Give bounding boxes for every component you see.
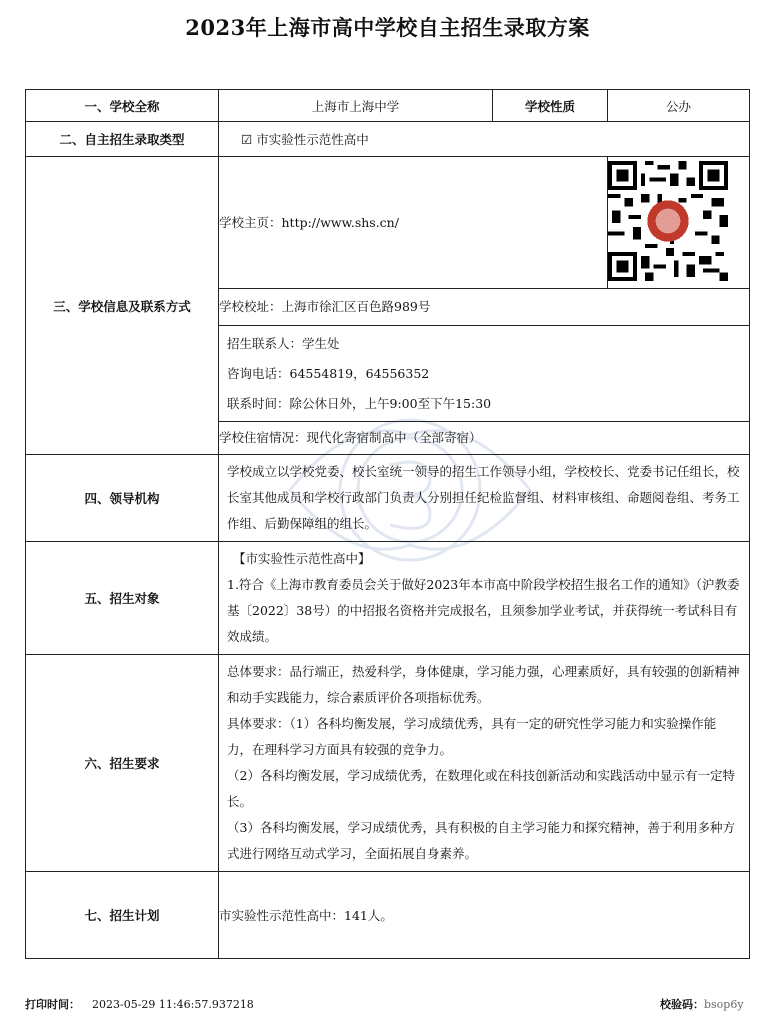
label-plan: 七、招生计划 bbox=[26, 872, 219, 959]
row-requirements bbox=[26, 655, 750, 872]
requirements-general: 总体要求：品行端正，热爱科学，身体健康，学习能力强，心理素质好，具有较强的创新精神和动手实践能力，综合素质评价各项指标优秀。 bbox=[227, 664, 740, 705]
contact-person: 招生联系人：学生处 bbox=[227, 335, 340, 351]
print-time-value: 2023-05-29 11:46:57.937218 bbox=[92, 998, 254, 1011]
target-cell bbox=[219, 542, 750, 655]
requirements-specific-1: 具体要求：（1）各科均衡发展，学习成绩优秀，具有一定的研究性学习能力和实验操作能力，在理科学习方面具有较强的竞争力。 bbox=[227, 716, 717, 757]
row-leadership bbox=[26, 455, 750, 542]
verify-code-footer bbox=[660, 996, 772, 1012]
leadership-text: 学校成立以学校党委、校长室统一领导的招生工作领导小组，学校校长、党委书记任组长，校长室其他成员和学校行政部门负责人分别担任纪检监督组、材料审核组、命题阅卷组、考务工作组、后勤保障组的组长。 bbox=[227, 464, 740, 531]
label-school-info: 三、学校信息及联系方式 bbox=[26, 157, 219, 455]
label-target: 五、招生对象 bbox=[26, 542, 219, 655]
contact-hours: 联系时间：除公休日外，上午9:00至下午15:30 bbox=[227, 395, 492, 411]
requirements-specific-2: （2）各科均衡发展，学习成绩优秀，在数理化或在科技创新活动和实践活动中显示有一定特长。 bbox=[227, 768, 735, 809]
requirements-specific-3: （3）各科均衡发展，学习成绩优秀，具有积极的自主学习能力和探究精神，善于利用多种方式进行网络互动式学习，全面拓展自身素养。 bbox=[227, 820, 735, 861]
label-admission-type: 二、自主招生录取类型 bbox=[26, 122, 219, 157]
label-school-nature: 学校性质 bbox=[493, 90, 608, 122]
page-title: 2023年上海市高中学校自主招生录取方案 bbox=[185, 15, 590, 40]
checked-box-icon: ☑ bbox=[241, 132, 253, 147]
requirements-cell bbox=[219, 655, 750, 872]
school-contact-block bbox=[219, 326, 750, 422]
school-homepage: 学校主页：http://www.shs.cn/ bbox=[219, 157, 608, 289]
value-admission-type bbox=[219, 122, 750, 157]
boarding-info: 学校住宿情况：现代化寄宿制高中（全部寄宿） bbox=[219, 422, 750, 455]
value-school-nature: 公办 bbox=[608, 90, 750, 122]
value-school-name: 上海市上海中学 bbox=[219, 90, 493, 122]
plan-text: 市实验性示范性高中：141人。 bbox=[219, 872, 750, 959]
label-leadership: 四、领导机构 bbox=[26, 455, 219, 542]
school-address: 学校校址：上海市徐汇区百色路989号 bbox=[219, 289, 750, 326]
row-plan bbox=[26, 872, 750, 959]
target-heading: 【市实验性示范性高中】 bbox=[233, 551, 371, 566]
row-school-info bbox=[26, 157, 750, 289]
label-requirements: 六、招生要求 bbox=[26, 655, 219, 872]
row-target bbox=[26, 542, 750, 655]
print-time-label: 打印时间： bbox=[25, 998, 80, 1011]
qr-code-icon bbox=[608, 161, 728, 281]
print-time-footer bbox=[25, 996, 254, 1012]
target-text: 1.符合《上海市教育委员会关于做好2023年本市高中阶段学校招生报名工作的通知》（沪教委基〔2022〕38号）的中招报名资格并完成报名，且须参加学业考试，并获得统一考试科目有效成绩。 bbox=[227, 577, 740, 644]
admission-type-text: 市实验性示范性高中 bbox=[256, 132, 369, 147]
admission-form-table bbox=[25, 89, 750, 959]
label-school-name: 一、学校全称 bbox=[26, 90, 219, 122]
verify-code-value: bsop6y bbox=[704, 998, 744, 1011]
row-school-name bbox=[26, 90, 750, 122]
leadership-cell bbox=[219, 455, 750, 542]
verify-code-label: 校验码： bbox=[660, 998, 704, 1011]
row-admission-type bbox=[26, 122, 750, 157]
contact-phone: 咨询电话：64554819，64556352 bbox=[227, 365, 430, 381]
qr-code-cell bbox=[608, 157, 750, 289]
